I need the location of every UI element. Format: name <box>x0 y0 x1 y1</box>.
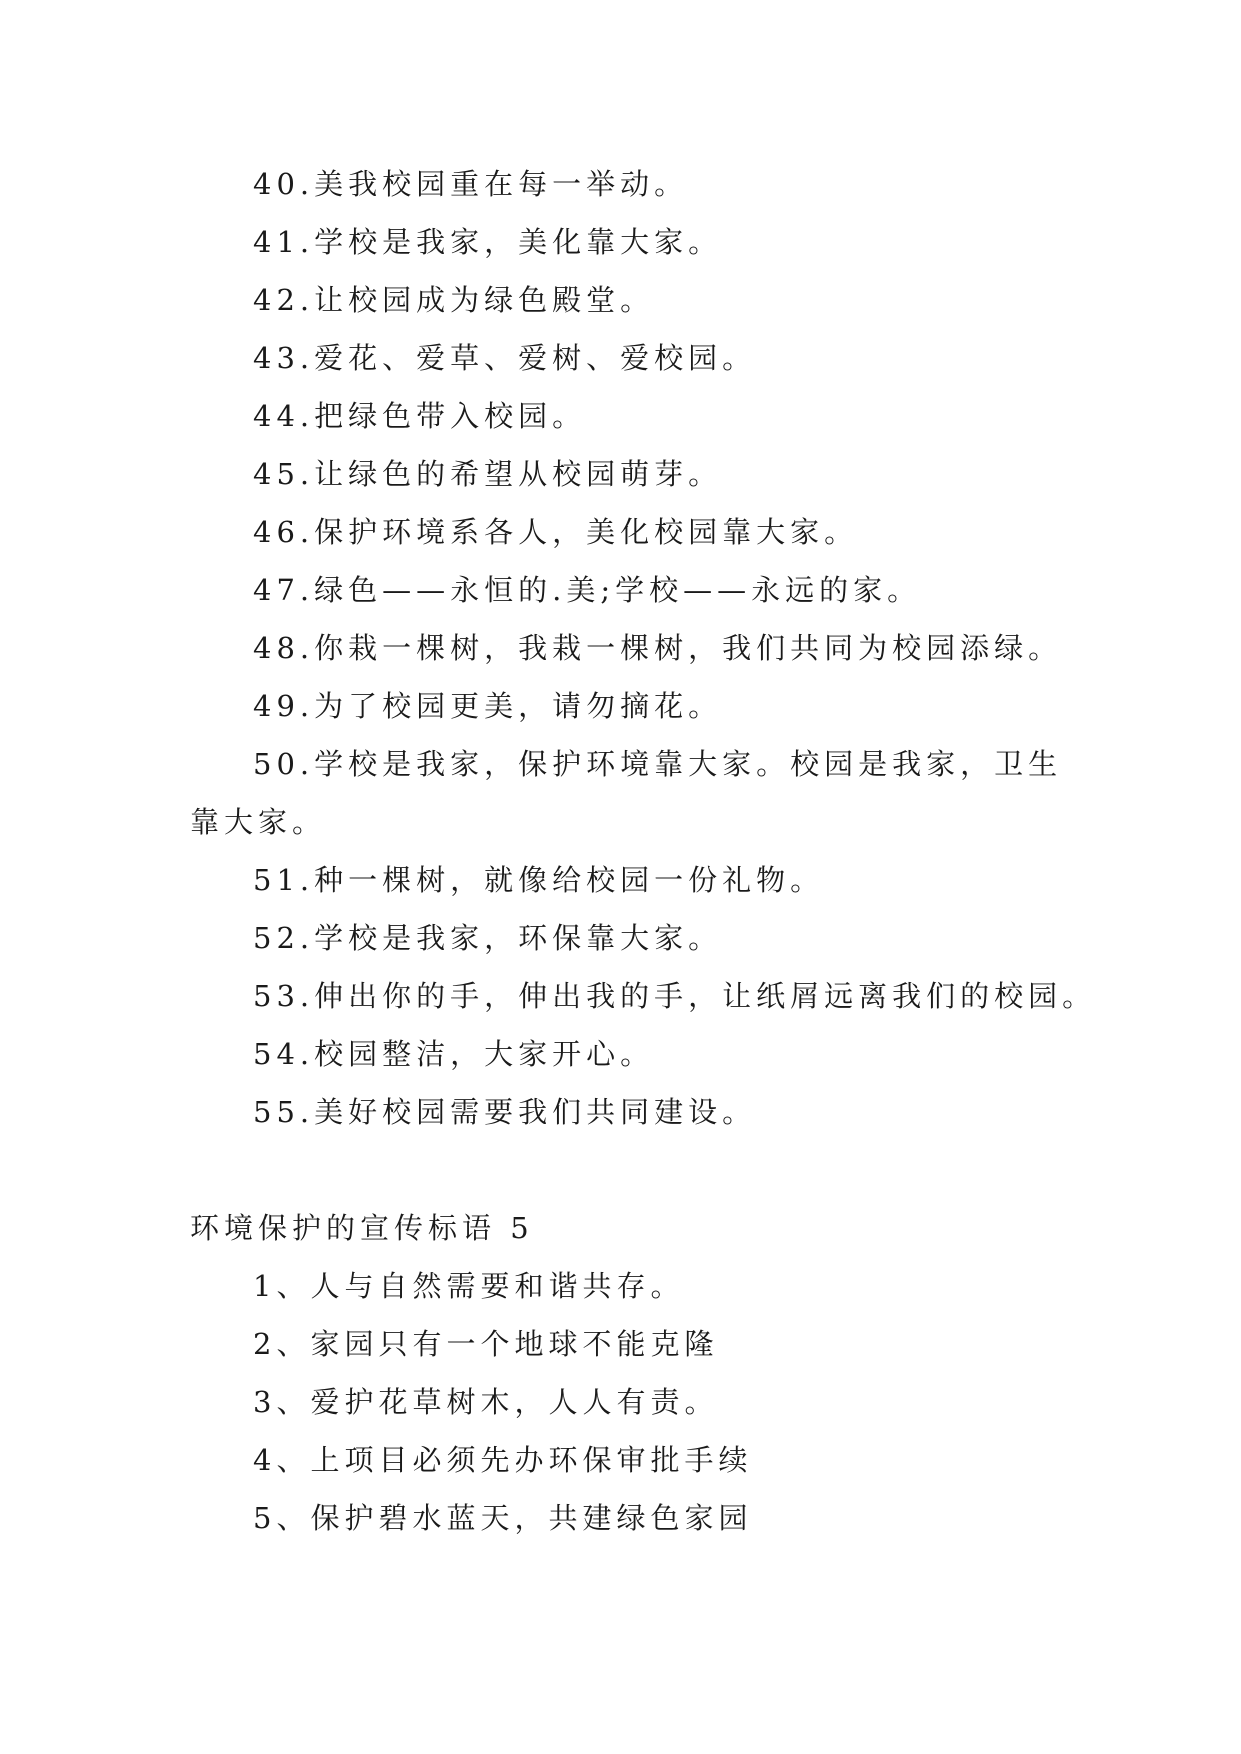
slogan-46: 46.保护环境系各人，美化校园靠大家。 <box>253 515 859 549</box>
slogan-b-2: 2、家园只有一个地球不能克隆 <box>253 1327 719 1361</box>
slogan-52: 52.学校是我家，环保靠大家。 <box>253 921 723 955</box>
slogan-b-5: 5、保护碧水蓝天，共建绿色家园 <box>253 1501 753 1535</box>
slogan-b-3: 3、爱护花草树木，人人有责。 <box>253 1385 719 1419</box>
slogan-51: 51.种一棵树，就像给校园一份礼物。 <box>253 863 825 897</box>
slogan-50: 50.学校是我家，保护环境靠大家。校园是我家，卫生 <box>253 747 1063 781</box>
slogan-44: 44.把绿色带入校园。 <box>253 399 587 433</box>
slogan-55: 55.美好校园需要我们共同建设。 <box>253 1095 757 1129</box>
slogan-40: 40.美我校园重在每一举动。 <box>253 167 689 201</box>
slogan-49: 49.为了校园更美，请勿摘花。 <box>253 689 723 723</box>
slogan-48: 48.你栽一棵树，我栽一棵树，我们共同为校园添绿。 <box>253 631 1063 665</box>
slogan-43: 43.爱花、爱草、爱树、爱校园。 <box>253 341 757 375</box>
slogan-47: 47.绿色——永恒的.美;学校——永远的家。 <box>253 573 922 607</box>
slogan-45: 45.让绿色的希望从校园萌芽。 <box>253 457 723 491</box>
slogan-50-continued: 靠大家。 <box>190 805 327 839</box>
slogan-41: 41.学校是我家，美化靠大家。 <box>253 225 723 259</box>
slogan-53: 53.伸出你的手，伸出我的手，让纸屑远离我们的校园。 <box>253 979 1097 1013</box>
slogan-54: 54.校园整洁，大家开心。 <box>253 1037 655 1071</box>
slogan-b-1: 1、人与自然需要和谐共存。 <box>253 1269 685 1303</box>
section-title: 环境保护的宣传标语 5 <box>190 1211 534 1245</box>
slogan-42: 42.让校园成为绿色殿堂。 <box>253 283 655 317</box>
slogan-b-4: 4、上项目必须先办环保审批手续 <box>253 1443 753 1477</box>
